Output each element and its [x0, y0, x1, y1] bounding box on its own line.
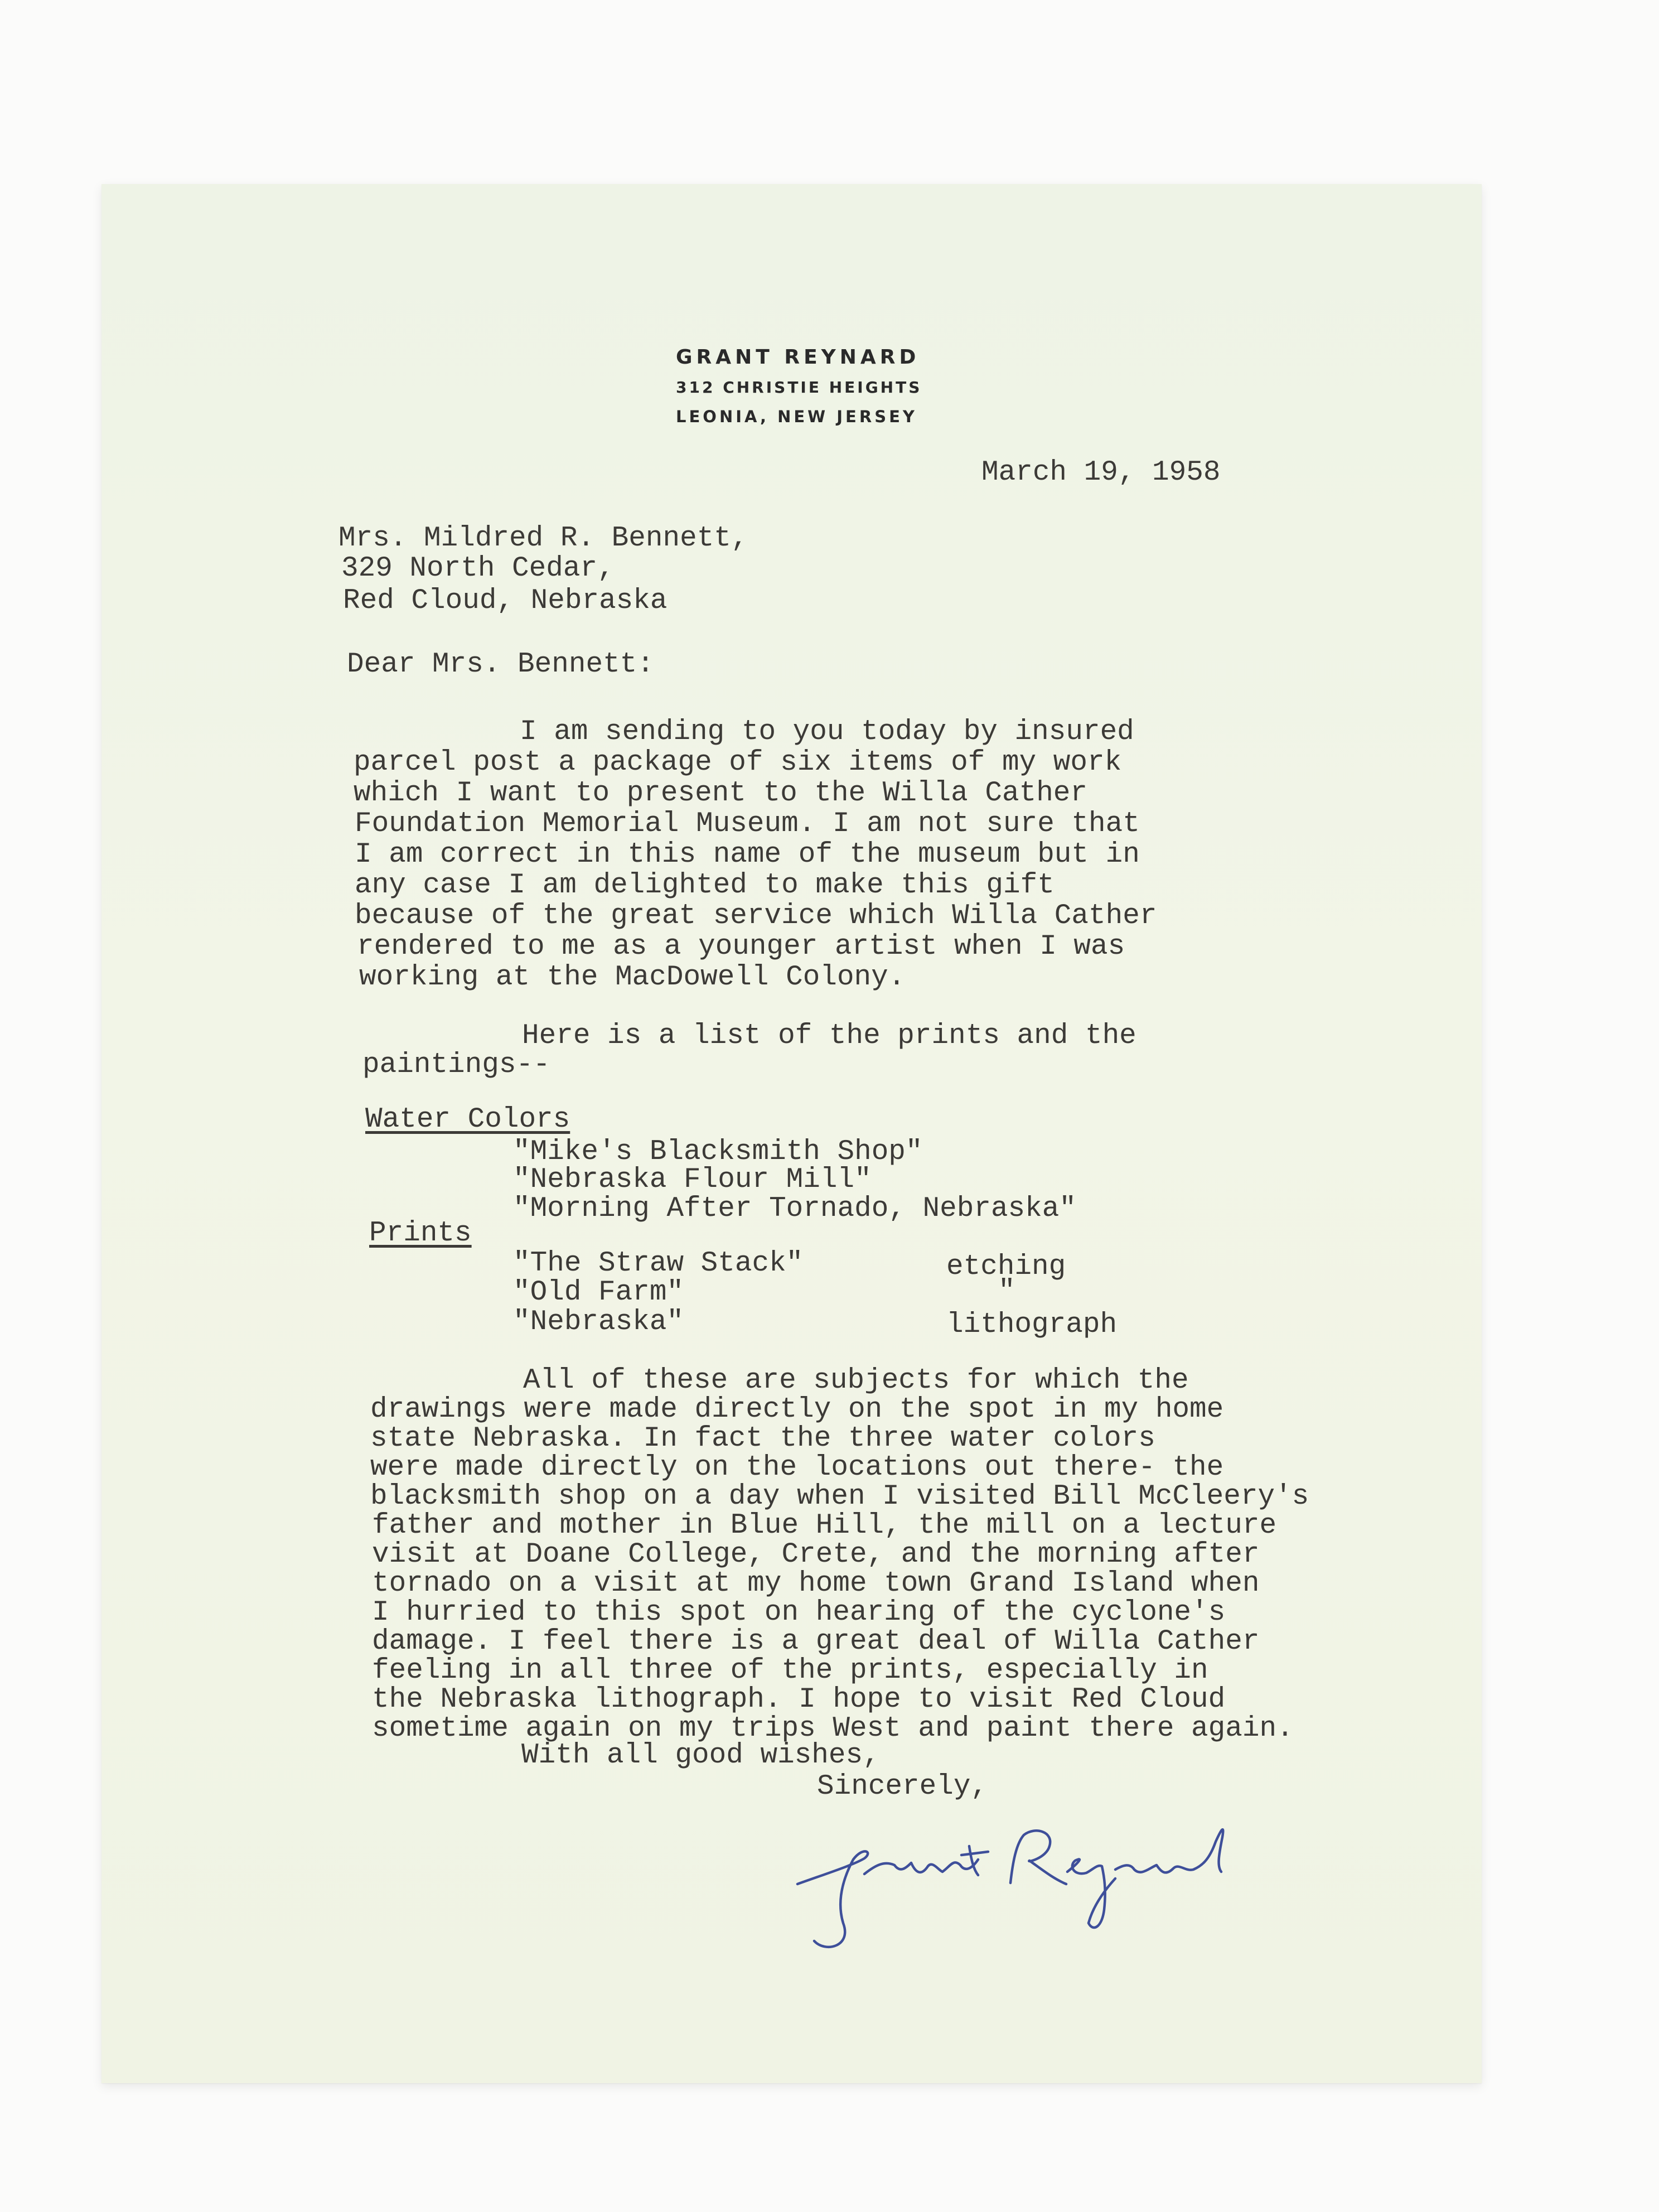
salutation: Dear Mrs. Bennett: [347, 649, 654, 680]
letter-sheet [101, 184, 1482, 2083]
text-line: sometime again on my trips West and paint there again. [372, 1713, 1294, 1745]
print-title: "Nebraska" [513, 1306, 684, 1338]
text-line: the Nebraska lithograph. I hope to visit Red Cloud [372, 1684, 1226, 1716]
letter-date: March 19, 1958 [981, 457, 1221, 489]
water-colors-heading: Water Colors [365, 1104, 570, 1136]
text-line: Here is a list of the prints and the [522, 1020, 1136, 1052]
text-line: were made directly on the locations out there- the [370, 1452, 1224, 1484]
prints-heading: Prints [369, 1218, 472, 1249]
water-color-item: "Nebraska Flour Mill" [513, 1164, 872, 1196]
closing-wishes: With all good wishes, [521, 1740, 880, 1771]
closing: Sincerely, [817, 1771, 988, 1803]
text-line: parcel post a package of six items of my work [354, 747, 1122, 779]
print-medium: etching [946, 1251, 1066, 1283]
letterhead-name: GRANT REYNARD [676, 346, 920, 369]
text-line: any case I am delighted to make this gift [355, 870, 1055, 901]
recipient-line2: 329 North Cedar, [341, 553, 615, 585]
print-title: "The Straw Stack" [513, 1248, 804, 1279]
text-line: state Nebraska. In fact the three water colors [370, 1423, 1155, 1455]
text-line: visit at Doane College, Crete, and the morning after [372, 1539, 1260, 1571]
recipient-line1: Mrs. Mildred R. Bennett, [338, 523, 748, 554]
text-line: I am correct in this name of the museum but in [355, 839, 1140, 871]
print-title: "Old Farm" [513, 1277, 684, 1308]
print-medium: " [998, 1276, 1015, 1307]
text-line: drawings were made directly on the spot in my home [370, 1394, 1224, 1426]
text-line: feeling in all three of the prints, especially in [372, 1655, 1208, 1687]
text-line: father and mother in Blue Hill, the mill on a lecture [372, 1510, 1277, 1542]
recipient-line3: Red Cloud, Nebraska [343, 585, 668, 617]
text-line: paintings-- [362, 1049, 550, 1081]
text-line: Foundation Memorial Museum. I am not sure that [355, 808, 1140, 840]
text-line: blacksmith shop on a day when I visited Bill McCleery's [370, 1481, 1309, 1513]
water-color-item: "Morning After Tornado, Nebraska" [513, 1193, 1076, 1225]
text-line: which I want to present to the Willa Cather [354, 777, 1088, 809]
handwritten-signature [792, 1807, 1266, 1958]
text-line: I am sending to you today by insured [520, 716, 1134, 748]
text-line: All of these are subjects for which the [523, 1365, 1189, 1397]
water-color-item: "Mike's Blacksmith Shop" [513, 1136, 923, 1168]
text-line: damage. I feel there is a great deal of Willa Cather [372, 1626, 1260, 1658]
text-line: tornado on a visit at my home town Grand Island when [372, 1568, 1260, 1600]
text-line: because of the great service which Willa Cather [355, 900, 1157, 932]
text-line: working at the MacDowell Colony. [359, 962, 906, 993]
text-line: rendered to me as a younger artist when I was [357, 931, 1125, 963]
text-line: I hurried to this spot on hearing of the cyclone's [372, 1597, 1226, 1629]
letterhead-address-line2: LEONIA, NEW JERSEY [676, 407, 917, 426]
signature-scribble [792, 1807, 1266, 1958]
print-medium: lithograph [946, 1309, 1118, 1341]
letterhead-address-line1: 312 CHRISTIE HEIGHTS [676, 378, 922, 397]
